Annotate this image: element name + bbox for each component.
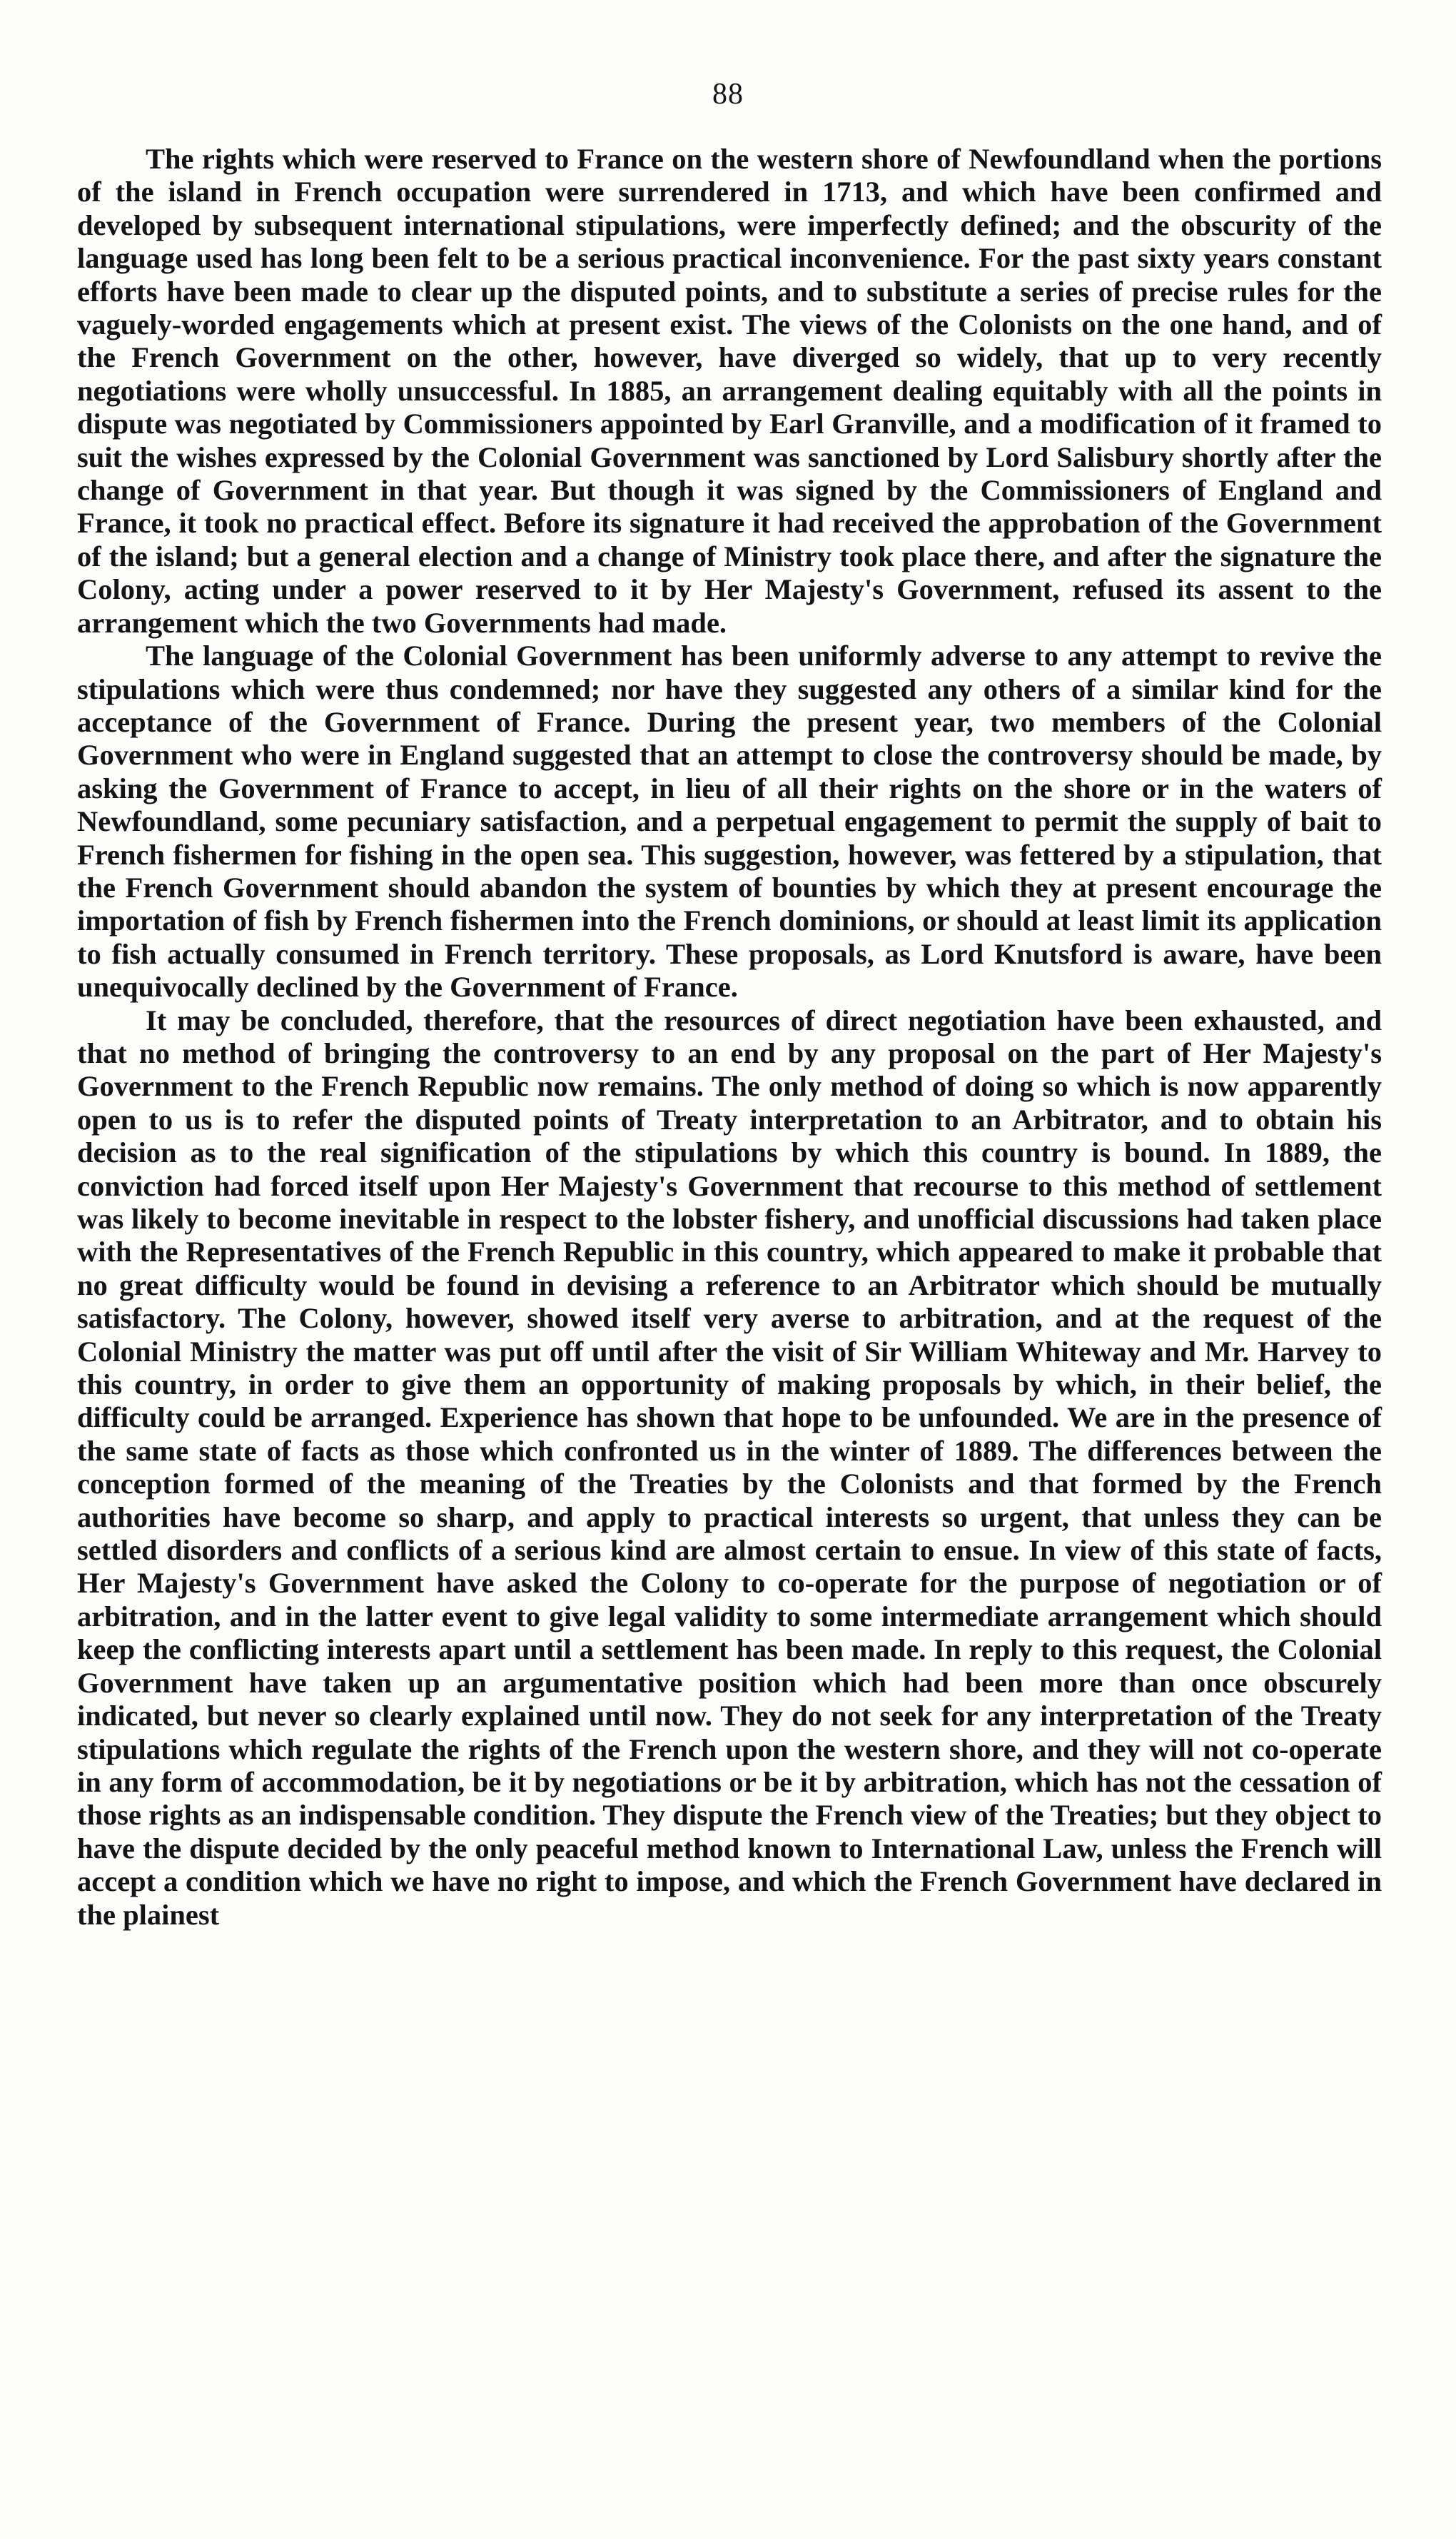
body-text bbox=[77, 143, 1382, 1932]
page-number: 88 bbox=[712, 78, 744, 111]
paragraph-colonial-government: The language of the Colonial Government has been uniformly adverse to any attempt to revive the stipulations which were thus condemned; nor have they suggested any others of a similar kind for the acceptance of the Government of France. During the present year, two members of the Colonial Government who were in England suggested that an attempt to close the controversy should be made, by asking the Government of France to accept, in lieu of all their rights on the shore or in the waters of Newfoundland, some pecuniary satisfaction, and a perpetual engagement to permit the supply of bait to French fishermen for fishing in the open sea. This suggestion, however, was fettered by a stipulation, that the French Government should abandon the system of bounties by which they at present encourage the importation of fish by French fishermen into the French dominions, or should at least limit its application to fish actually consumed in French territory. These proposals, as Lord Knutsford is aware, have been unequivocally declined by the Government of France. bbox=[77, 640, 1382, 1004]
paragraph-french-rights: The rights which were reserved to France on the western shore of Newfoundland when the portions of the island in French occupation were surrendered in 1713, and which have been confirmed and developed by subsequent international stipulations, were imperfectly defined; and the obscurity of the language used has long been felt to be a serious practical inconvenience. For the past sixty years constant efforts have been made to clear up the disputed points, and to substitute a series of precise rules for the vaguely-worded engagements which at present exist. The views of the Colonists on the one hand, and of the French Government on the other, however, have diverged so widely, that up to very recently negotiations were wholly unsuccessful. In 1885, an arrangement dealing equitably with all the points in dispute was negotiated by Commissioners appointed by Earl Granville, and a modification of it framed to suit the wishes expressed by the Colonial Government was sanctioned by Lord Salisbury shortly after the change of Government in that year. But though it was signed by the Commissioners of England and France, it took no practical effect. Before its signature it had received the approbation of the Government of the island; but a general election and a change of Ministry took place there, and after the signature the Colony, acting under a power reserved to it by Her Majesty's Government, refused its assent to the arrangement which the two Governments had made. bbox=[77, 143, 1382, 639]
paragraph-arbitration: It may be concluded, therefore, that the resources of direct negotiation have been exhausted, and that no method of bringing the controversy to an end by any proposal on the part of Her Majesty's Government to the French Republic now remains. The only method of doing so which is now apparently open to us is to refer the disputed points of Treaty interpretation to an Arbitrator, and to obtain his decision as to the real signification of the stipulations by which this country is bound. In 1889, the conviction had forced itself upon Her Majesty's Government that recourse to this method of settlement was likely to become inevitable in respect to the lobster fishery, and unofficial discussions had taken place with the Representatives of the French Republic in this country, which appeared to make it probable that no great difficulty would be found in devising a reference to an Arbitrator which should be mutually satisfactory. The Colony, however, showed itself very averse to arbitration, and at the request of the Colonial Ministry the matter was put off until after the visit of Sir William Whiteway and Mr. Harvey to this country, in order to give them an opportunity of making proposals by which, in their belief, the difficulty could be arranged. Experience has shown that hope to be unfounded. We are in the presence of the same state of facts as those which confronted us in the winter of 1889. The differences between the conception formed of the meaning of the Treaties by the Colonists and that formed by the French authorities have become so sharp, and apply to practical interests so urgent, that unless they can be settled disorders and conflicts of a serious kind are almost certain to ensue. In view of this state of facts, Her Majesty's Government have asked the Colony to co-operate for the purpose of negotiation or of arbitration, and in the latter event to give legal validity to some intermediate arrangement which should keep the conflicting interests apart until a settlement has been made. In reply to this request, the Colonial Government have taken up an argumentative position which had been more than once obscurely indicated, but never so clearly explained until now. They do not seek for any interpretation of the Treaty stipulations which regulate the rights of the French upon the western shore, and they will not co-operate in any form of accommodation, be it by negotiations or be it by arbitration, which has not the cessation of those rights as an indispensable condition. They dispute the French view of the Treaties; but they object to have the dispute decided by the only peaceful method known to International Law, unless the French will accept a condition which we have no right to impose, and which the French Government have declared in the plainest bbox=[77, 1004, 1382, 1931]
